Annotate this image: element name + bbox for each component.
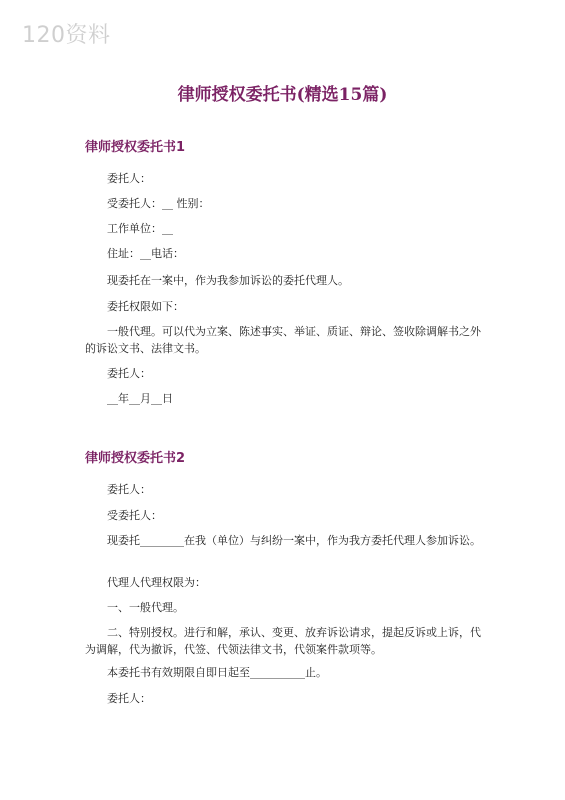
section-1-line-4: 住址：__电话： bbox=[107, 247, 184, 260]
document-title: 律师授权委托书(精选15篇) bbox=[177, 85, 388, 105]
watermark-logo: 120资料 bbox=[22, 23, 111, 48]
section-2-line-8: 委托人： bbox=[107, 692, 151, 705]
section-2-line-6: 二、特别授权。进行和解，承认、变更、放弃诉讼请求，提起反诉或上诉，代为调解，代为撤诉，代签、代领法律文书，代领案件款项等。 bbox=[85, 626, 481, 656]
section-1-line-9: __年__月__日 bbox=[107, 392, 173, 405]
section-2-heading: 律师授权委托书2 bbox=[85, 451, 186, 466]
section-1-heading: 律师授权委托书1 bbox=[85, 140, 186, 155]
section-2-line-5: 一、一般代理。 bbox=[107, 601, 184, 614]
section-2-line-2: 受委托人： bbox=[107, 509, 162, 522]
section-2-line-4: 代理人代理权限为： bbox=[107, 576, 206, 589]
section-2-line-7: 本委托书有效期限自即日起至__________止。 bbox=[107, 666, 327, 679]
section-1-line-8: 委托人： bbox=[107, 367, 151, 380]
section-1-line-3: 工作单位：__ bbox=[107, 222, 173, 235]
section-1-line-5: 现委托在一案中，作为我参加诉讼的委托代理人。 bbox=[107, 274, 349, 287]
section-1-line-1: 委托人： bbox=[107, 172, 151, 185]
section-1-line-6: 委托权限如下： bbox=[107, 300, 184, 313]
section-2-line-1: 委托人： bbox=[107, 483, 151, 496]
section-2-line-3: 现委托________在我（单位）与纠纷一案中，作为我方委托代理人参加诉讼。 bbox=[107, 534, 481, 547]
section-1-line-2: 受委托人：__ 性别： bbox=[107, 197, 210, 210]
section-1-line-7: 一般代理。可以代为立案、陈述事实、举证、质证、辩论、签收除调解书之外的诉讼文书、法律文书。 bbox=[85, 325, 481, 355]
